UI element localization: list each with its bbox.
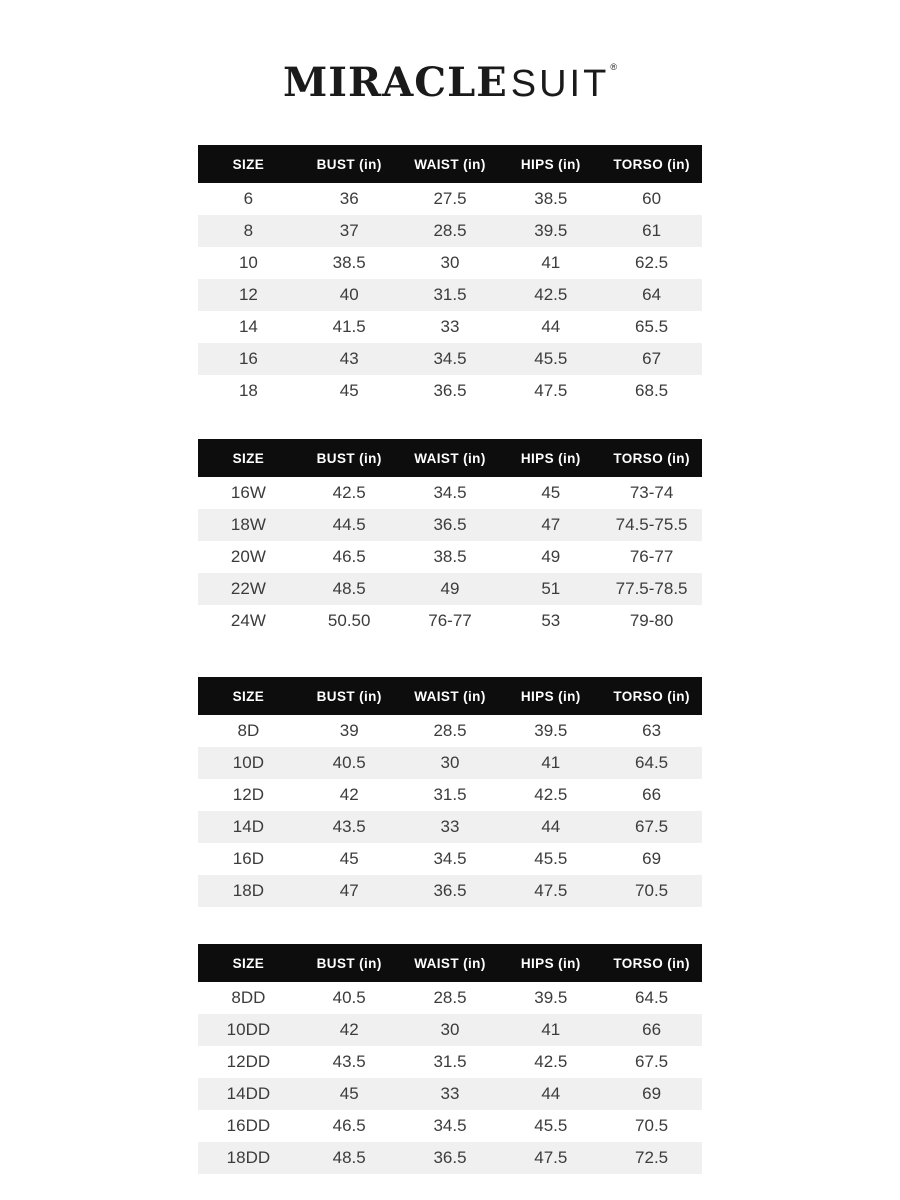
- size-table-womens-plus-sizes: [198, 439, 702, 637]
- size-cell: 22W: [198, 573, 299, 605]
- table-row: [198, 183, 702, 215]
- registered-trademark-symbol: ®: [610, 62, 617, 72]
- measurement-cell: 63: [601, 715, 702, 747]
- measurement-cell: 61: [601, 215, 702, 247]
- column-header: WAIST (in): [400, 944, 501, 982]
- measurement-cell: 45.5: [500, 1110, 601, 1142]
- table-row: [198, 875, 702, 907]
- column-header: HIPS (in): [500, 439, 601, 477]
- size-cell: 8DD: [198, 982, 299, 1014]
- measurement-cell: 79-80: [601, 605, 702, 637]
- size-cell: 20W: [198, 541, 299, 573]
- measurement-cell: 28.5: [400, 982, 501, 1014]
- measurement-cell: 38.5: [400, 541, 501, 573]
- size-cell: 14D: [198, 811, 299, 843]
- measurement-cell: 47: [299, 875, 400, 907]
- measurement-cell: 44.5: [299, 509, 400, 541]
- measurement-cell: 33: [400, 1078, 501, 1110]
- measurement-cell: 60: [601, 183, 702, 215]
- table-row: [198, 1078, 702, 1110]
- measurement-cell: 64: [601, 279, 702, 311]
- measurement-cell: 34.5: [400, 477, 501, 509]
- measurement-cell: 34.5: [400, 1110, 501, 1142]
- measurement-cell: 45: [299, 1078, 400, 1110]
- measurement-cell: 36.5: [400, 509, 501, 541]
- size-cell: 18DD: [198, 1142, 299, 1174]
- measurement-cell: 47.5: [500, 1142, 601, 1174]
- measurement-cell: 53: [500, 605, 601, 637]
- table-row: [198, 811, 702, 843]
- size-cell: 18: [198, 375, 299, 407]
- measurement-cell: 48.5: [299, 1142, 400, 1174]
- column-header: WAIST (in): [400, 439, 501, 477]
- column-header: BUST (in): [299, 677, 400, 715]
- table-row: [198, 509, 702, 541]
- measurement-cell: 74.5-75.5: [601, 509, 702, 541]
- size-cell: 14DD: [198, 1078, 299, 1110]
- size-cell: 16D: [198, 843, 299, 875]
- measurement-cell: 38.5: [500, 183, 601, 215]
- measurement-cell: 41.5: [299, 311, 400, 343]
- measurement-cell: 33: [400, 311, 501, 343]
- size-cell: 10: [198, 247, 299, 279]
- measurement-cell: 45: [299, 843, 400, 875]
- table-row: [198, 279, 702, 311]
- table-row: [198, 715, 702, 747]
- measurement-cell: 62.5: [601, 247, 702, 279]
- measurement-cell: 41: [500, 1014, 601, 1046]
- measurement-cell: 69: [601, 843, 702, 875]
- measurement-cell: 64.5: [601, 982, 702, 1014]
- measurement-cell: 39.5: [500, 215, 601, 247]
- size-cell: 8: [198, 215, 299, 247]
- measurement-cell: 70.5: [601, 875, 702, 907]
- size-cell: 14: [198, 311, 299, 343]
- column-header: BUST (in): [299, 944, 400, 982]
- measurement-cell: 47: [500, 509, 601, 541]
- column-header: BUST (in): [299, 439, 400, 477]
- size-cell: 16DD: [198, 1110, 299, 1142]
- measurement-cell: 45: [500, 477, 601, 509]
- measurement-cell: 42.5: [500, 779, 601, 811]
- measurement-cell: 69: [601, 1078, 702, 1110]
- measurement-cell: 46.5: [299, 541, 400, 573]
- column-header: TORSO (in): [601, 677, 702, 715]
- measurement-cell: 40.5: [299, 747, 400, 779]
- brand-logo: [0, 0, 900, 106]
- measurement-cell: 31.5: [400, 779, 501, 811]
- measurement-cell: 40: [299, 279, 400, 311]
- measurement-cell: 76-77: [601, 541, 702, 573]
- size-cell: 6: [198, 183, 299, 215]
- measurement-cell: 45.5: [500, 343, 601, 375]
- column-header: WAIST (in): [400, 677, 501, 715]
- measurement-cell: 39: [299, 715, 400, 747]
- brand-logo-primary: MIRACLE: [283, 59, 508, 106]
- column-header: SIZE: [198, 439, 299, 477]
- measurement-cell: 30: [400, 1014, 501, 1046]
- measurement-cell: 34.5: [400, 843, 501, 875]
- measurement-cell: 44: [500, 311, 601, 343]
- table-row: [198, 477, 702, 509]
- size-cell: 18W: [198, 509, 299, 541]
- size-cell: 24W: [198, 605, 299, 637]
- measurement-cell: 43.5: [299, 1046, 400, 1078]
- measurement-cell: 65.5: [601, 311, 702, 343]
- column-header: SIZE: [198, 944, 299, 982]
- measurement-cell: 31.5: [400, 1046, 501, 1078]
- size-cell: 18D: [198, 875, 299, 907]
- measurement-cell: 36.5: [400, 1142, 501, 1174]
- measurement-cell: 46.5: [299, 1110, 400, 1142]
- table-row: [198, 343, 702, 375]
- column-header: SIZE: [198, 145, 299, 183]
- measurement-cell: 42: [299, 1014, 400, 1046]
- measurement-cell: 41: [500, 247, 601, 279]
- measurement-cell: 66: [601, 779, 702, 811]
- size-cell: 12D: [198, 779, 299, 811]
- measurement-cell: 28.5: [400, 215, 501, 247]
- measurement-cell: 33: [400, 811, 501, 843]
- table-row: [198, 375, 702, 407]
- table-row: [198, 215, 702, 247]
- measurement-cell: 39.5: [500, 982, 601, 1014]
- size-table-dd-cup-sizes: [198, 944, 702, 1174]
- measurement-cell: 70.5: [601, 1110, 702, 1142]
- table-row: [198, 779, 702, 811]
- column-header: TORSO (in): [601, 145, 702, 183]
- column-header: HIPS (in): [500, 944, 601, 982]
- measurement-cell: 42.5: [299, 477, 400, 509]
- measurement-cell: 40.5: [299, 982, 400, 1014]
- measurement-cell: 42.5: [500, 1046, 601, 1078]
- size-cell: 12DD: [198, 1046, 299, 1078]
- measurement-cell: 30: [400, 247, 501, 279]
- measurement-cell: 27.5: [400, 183, 501, 215]
- column-header: BUST (in): [299, 145, 400, 183]
- table-row: [198, 1110, 702, 1142]
- measurement-cell: 73-74: [601, 477, 702, 509]
- brand-logo-secondary: SUIT: [510, 63, 610, 105]
- header-row: [198, 145, 702, 183]
- measurement-cell: 36.5: [400, 875, 501, 907]
- measurement-cell: 42: [299, 779, 400, 811]
- measurement-cell: 49: [500, 541, 601, 573]
- measurement-cell: 50.50: [299, 605, 400, 637]
- measurement-cell: 30: [400, 747, 501, 779]
- measurement-cell: 45: [299, 375, 400, 407]
- measurement-cell: 68.5: [601, 375, 702, 407]
- measurement-cell: 44: [500, 1078, 601, 1110]
- measurement-cell: 66: [601, 1014, 702, 1046]
- header-row: [198, 944, 702, 982]
- size-cell: 16: [198, 343, 299, 375]
- table-row: [198, 982, 702, 1014]
- measurement-cell: 49: [400, 573, 501, 605]
- table-row: [198, 541, 702, 573]
- column-header: SIZE: [198, 677, 299, 715]
- column-header: TORSO (in): [601, 944, 702, 982]
- measurement-cell: 42.5: [500, 279, 601, 311]
- measurement-cell: 28.5: [400, 715, 501, 747]
- table-row: [198, 247, 702, 279]
- column-header: TORSO (in): [601, 439, 702, 477]
- measurement-cell: 47.5: [500, 875, 601, 907]
- measurement-cell: 67: [601, 343, 702, 375]
- measurement-cell: 36: [299, 183, 400, 215]
- column-header: HIPS (in): [500, 677, 601, 715]
- measurement-cell: 37: [299, 215, 400, 247]
- size-charts: [0, 145, 900, 1174]
- measurement-cell: 43: [299, 343, 400, 375]
- measurement-cell: 45.5: [500, 843, 601, 875]
- measurement-cell: 76-77: [400, 605, 501, 637]
- measurement-cell: 47.5: [500, 375, 601, 407]
- column-header: HIPS (in): [500, 145, 601, 183]
- measurement-cell: 38.5: [299, 247, 400, 279]
- size-cell: 10D: [198, 747, 299, 779]
- measurement-cell: 67.5: [601, 1046, 702, 1078]
- table-row: [198, 311, 702, 343]
- measurement-cell: 39.5: [500, 715, 601, 747]
- measurement-cell: 31.5: [400, 279, 501, 311]
- table-row: [198, 1046, 702, 1078]
- header-row: [198, 439, 702, 477]
- size-table-misses-sizes: [198, 145, 702, 407]
- size-cell: 12: [198, 279, 299, 311]
- size-cell: 10DD: [198, 1014, 299, 1046]
- measurement-cell: 41: [500, 747, 601, 779]
- measurement-cell: 43.5: [299, 811, 400, 843]
- measurement-cell: 36.5: [400, 375, 501, 407]
- header-row: [198, 677, 702, 715]
- measurement-cell: 48.5: [299, 573, 400, 605]
- column-header: WAIST (in): [400, 145, 501, 183]
- measurement-cell: 51: [500, 573, 601, 605]
- size-cell: 16W: [198, 477, 299, 509]
- size-cell: 8D: [198, 715, 299, 747]
- table-row: [198, 605, 702, 637]
- table-row: [198, 1014, 702, 1046]
- size-table-d-cup-sizes: [198, 677, 702, 907]
- measurement-cell: 77.5-78.5: [601, 573, 702, 605]
- table-row: [198, 843, 702, 875]
- measurement-cell: 72.5: [601, 1142, 702, 1174]
- measurement-cell: 34.5: [400, 343, 501, 375]
- measurement-cell: 67.5: [601, 811, 702, 843]
- table-row: [198, 573, 702, 605]
- measurement-cell: 64.5: [601, 747, 702, 779]
- measurement-cell: 44: [500, 811, 601, 843]
- table-row: [198, 747, 702, 779]
- table-row: [198, 1142, 702, 1174]
